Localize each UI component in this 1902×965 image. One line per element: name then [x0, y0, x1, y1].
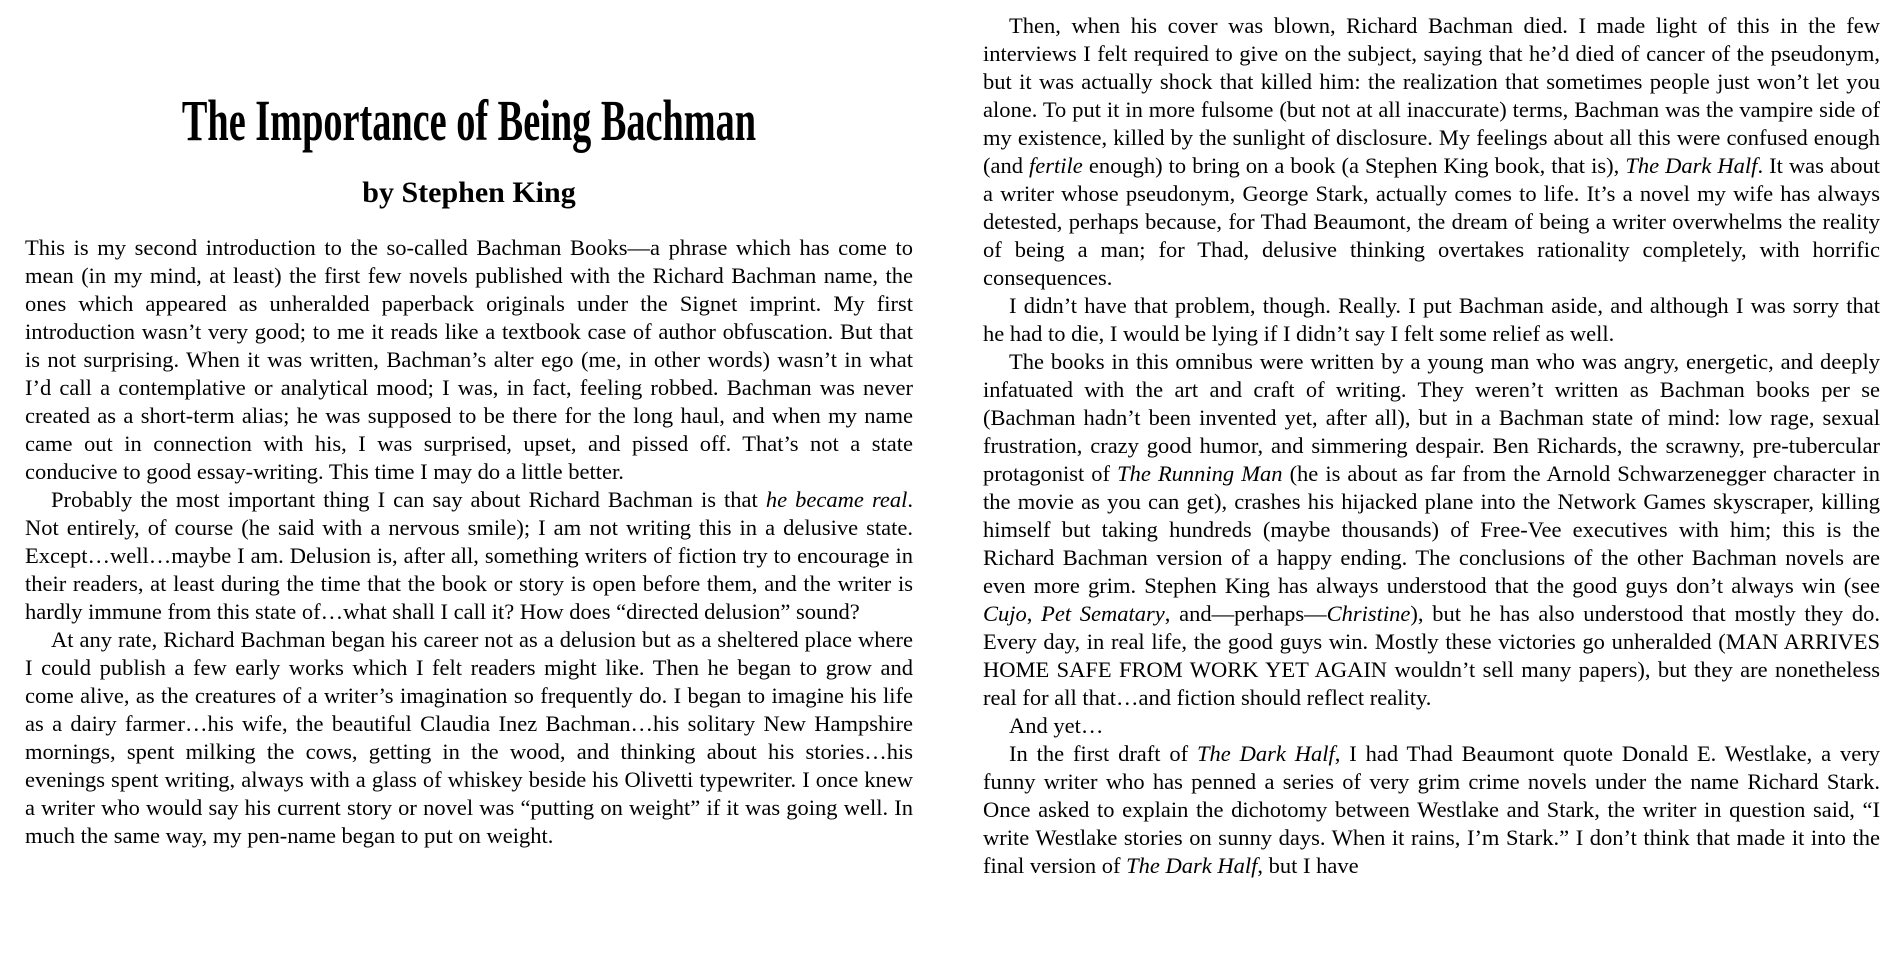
paragraph [983, 292, 1880, 348]
byline: by Stephen King [362, 176, 576, 209]
text-run: I didn’t have that problem, though. Really. I put Bachman aside, and although I was sorry that he had to die, I would be lying if I didn’t say I felt some relief as well. [983, 293, 1880, 346]
italic-text-run: fertile [1029, 153, 1083, 178]
italic-text-run: he became real [765, 487, 908, 512]
right-column [983, 0, 1880, 880]
left-column [25, 0, 913, 850]
paragraph [983, 12, 1880, 292]
left-column-text [25, 234, 913, 850]
paragraph [25, 486, 913, 626]
text-run: ), but he has also understood that mostly they do. Every day, in real life, the good guys win. Mostly these victories go unheralded (MAN ARRIVES HOME SAFE FROM WORK YET AGAIN wouldn’t sell many papers), but they are nonetheless real for all that…and fiction should reflect reality. [983, 601, 1880, 710]
text-run: (he is about as far from the Arnold Schwarzenegger character in the movie as you can get), crashes his hijacked plane into the Network Games skyscraper, killing himself but taking hundreds (maybe thousands) of Free-Vee executives with him; this is the Richard Bachman version of a happy ending. The conclusions of the other Bachman novels are even more grim. Stephen King has always understood that the good guys don’t always win (see [983, 461, 1880, 598]
italic-text-run: Christine [1326, 601, 1411, 626]
right-column-text [983, 12, 1880, 880]
paragraph [983, 712, 1880, 740]
italic-text-run: Cujo [983, 601, 1027, 626]
italic-text-run: The Running Man [1117, 461, 1283, 486]
text-run: , [1026, 601, 1042, 626]
paragraph [25, 626, 913, 850]
text-run: At any rate, Richard Bachman began his career not as a delusion but as a sheltered place where I could publish a few early works which I felt readers might like. Then he began to grow and come alive, as the creatures of a writer’s imagination so frequently do. I began to imagine his life as a dairy farmer…his wife, the beautiful Claudia Inez Bachman…his solitary New Hampshire mornings, spent milking the cows, getting in the wood, and thinking about his stories…his evenings spent writing, always with a glass of whiskey beside his Olivetti typewriter. I once knew a writer who would say his current story or novel was “putting on weight” if it was going well. In much the same way, my pen-name began to put on weight. [25, 627, 913, 848]
italic-text-run: Pet Sematary [1041, 601, 1165, 626]
italic-text-run: The Dark Half [1197, 741, 1335, 766]
text-run: The books in this omnibus were written by a young man who was angry, energetic, and deeply infatuated with the art and craft of writing. They weren’t written as Bachman books per se (Bachman hadn’t been invented yet, after all), but in a Bachman state of mind: low rage, sexual frustration, crazy good humor, and simmering despair. Ben Richards, the scrawny, pre-tubercular protagonist of [983, 349, 1880, 486]
paragraph [983, 348, 1880, 712]
text-run: This is my second introduction to the so-called Bachman Books—a phrase which has come to mean (in my mind, at least) the first few novels published with the Richard Bachman name, the ones which appeared as unheralded paperback originals under the Signet imprint. My first introduction wasn’t very good; to me it reads like a textbook case of author obfuscation. But that is not surprising. When it was written, Bachman’s alter ego (me, in other words) wasn’t in what I’d call a contemplative or analytical mood; I was, in fact, feeling robbed. Bachman was never created as a short-term alias; he was supposed to be there for the long haul, and when my name came out in connection with his, I was surprised, upset, and pissed off. That’s not a state conducive to good essay-writing. This time I may do a little better. [25, 235, 913, 484]
paragraph [25, 234, 913, 486]
paragraph [983, 740, 1880, 880]
text-run: , and—perhaps— [1164, 601, 1327, 626]
page-title: The Importance of Being Bachman [181, 88, 757, 153]
text-run: Then, when his cover was blown, Richard Bachman died. I made light of this in the few interviews I felt required to give on the subject, saying that he’d died of cancer of the pseudonym, but it was actually shock that killed him: the realization that sometimes people just won’t let you alone. To put it in more fulsome (but not at all inaccurate) terms, Bachman was the vampire side of my existence, killed by the sunlight of disclosure. My feelings about all this were confused enough (and [983, 13, 1880, 178]
italic-text-run: The Dark Half [1625, 153, 1758, 178]
text-run: enough) to bring on a book (a Stephen King book, that is), [1082, 153, 1626, 178]
text-run: , but I have [1257, 853, 1359, 878]
text-run: Probably the most important thing I can say about Richard Bachman is that [51, 487, 766, 512]
text-run: . It was about a writer whose pseudonym, George Stark, actually comes to life. It’s a novel my wife has always detested, perhaps because, for Thad Beaumont, the dream of being a writer overwhelms the reality of being a man; for Thad, delusive thinking overtakes rationality completely, with horrific consequences. [983, 153, 1880, 290]
text-run: And yet… [1009, 713, 1104, 738]
italic-text-run: The Dark Half [1126, 853, 1258, 878]
text-run: . Not entirely, of course (he said with a nervous smile); I am not writing this in a delusive state. Except…well…maybe I am. Delusion is, after all, something writers of fiction try to encourage in their readers, at least during the time that the book or story is open before them, and the writer is hardly immune from this state of…what shall I call it? How does “directed delusion” sound? [25, 487, 913, 624]
text-run: In the first draft of [1009, 741, 1198, 766]
text-run: , I had Thad Beaumont quote Donald E. Westlake, a very funny writer who has penned a series of very grim crime novels under the name Richard Stark. Once asked to explain the dichotomy between Westlake and Stark, the writer in question said, “I write Westlake stories on sunny days. When it rains, I’m Stark.” I don’t think that made it into the final version of [983, 741, 1880, 878]
